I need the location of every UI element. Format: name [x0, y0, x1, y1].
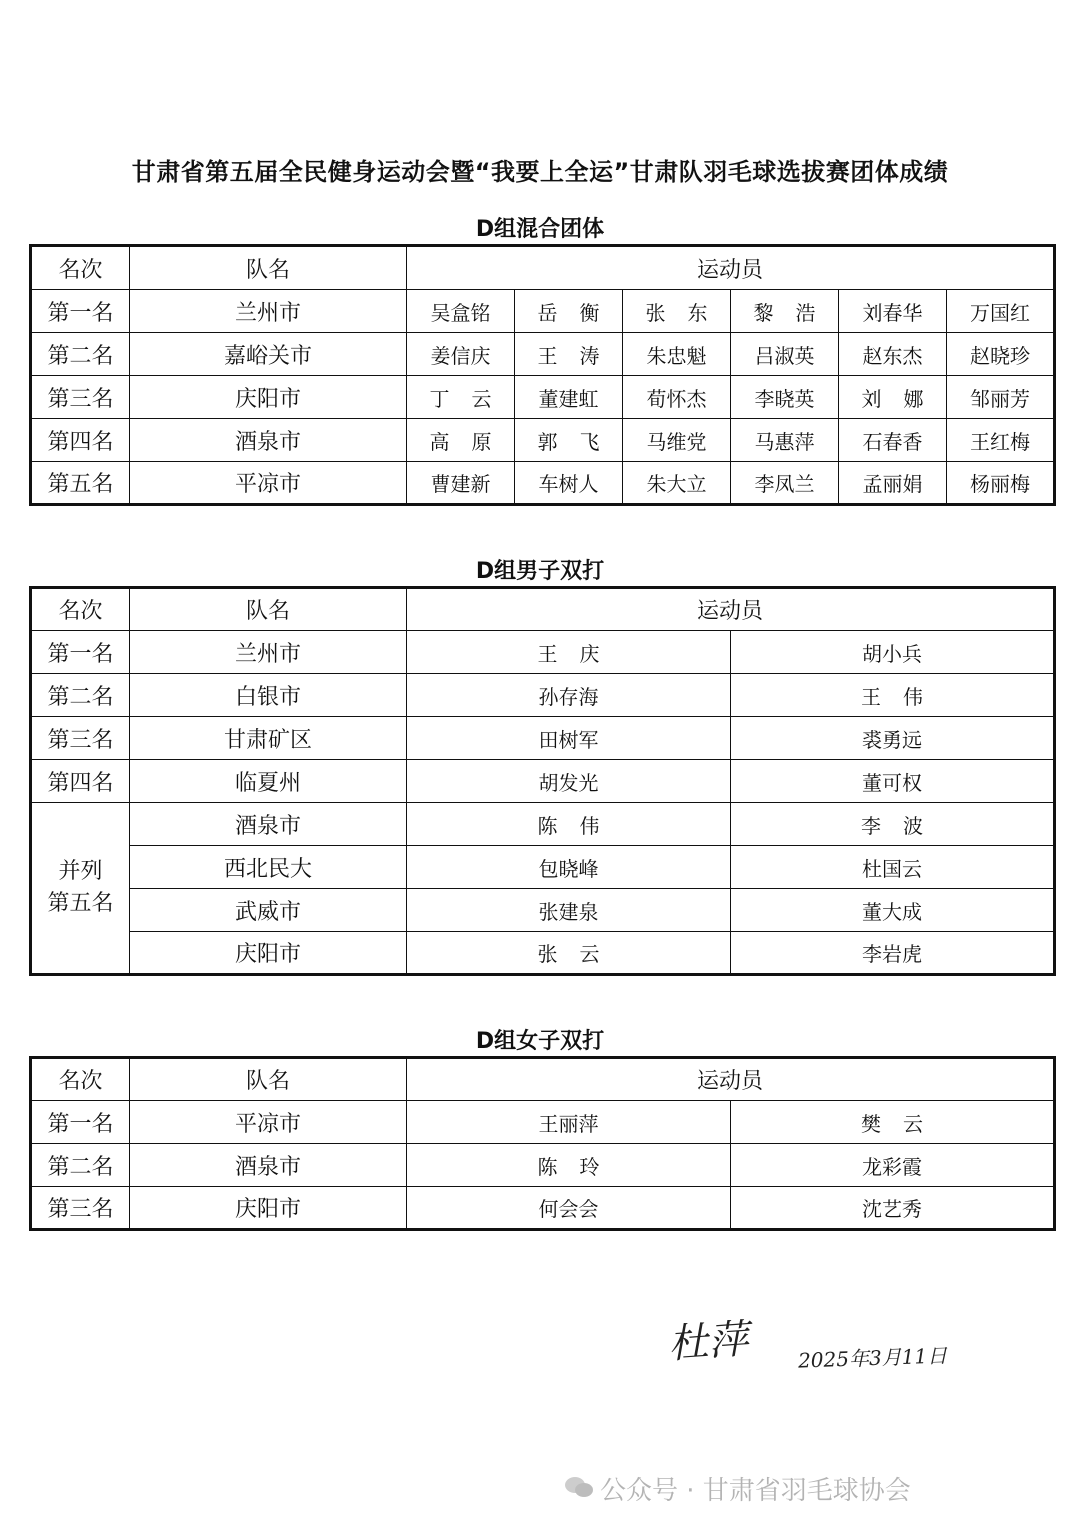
rank-cell: 第三名 [31, 376, 130, 419]
player-cell: 朱大立 [623, 462, 731, 505]
document-title: 甘肃省第五届全民健身运动会暨“我要上全运”甘肃队羽毛球选拔赛团体成绩 [131, 158, 949, 186]
team-cell: 酒泉市 [130, 803, 407, 846]
rank-cell: 第三名 [31, 717, 130, 760]
player-cell: 张东 [623, 290, 731, 333]
handwritten-signature: 杜萍 [666, 1316, 750, 1368]
table-header-row [31, 588, 1055, 631]
player-cell: 吴盒铭 [407, 290, 515, 333]
player-cell: 孙存海 [407, 674, 731, 717]
player-cell: 石春香 [839, 419, 947, 462]
rank-cell: 第一名 [31, 631, 130, 674]
player-cell: 邹丽芳 [947, 376, 1055, 419]
player-cell: 郭飞 [515, 419, 623, 462]
team-cell: 酒泉市 [130, 1144, 407, 1187]
table-row [31, 376, 1055, 419]
rank-cell: 第二名 [31, 1144, 130, 1187]
header-team: 队名 [130, 588, 407, 631]
table-row [31, 631, 1055, 674]
player-cell: 李波 [731, 803, 1055, 846]
player-cell: 吕淑英 [731, 333, 839, 376]
player-cell: 黎浩 [731, 290, 839, 333]
mens-doubles-section-title: D组男子双打 [475, 559, 605, 584]
player-cell: 马维党 [623, 419, 731, 462]
player-cell: 马惠萍 [731, 419, 839, 462]
player-cell: 樊云 [731, 1101, 1055, 1144]
player-cell: 龙彩霞 [731, 1144, 1055, 1187]
team-cell: 武威市 [130, 889, 407, 932]
womens-doubles-table [29, 1056, 1056, 1231]
player-cell: 王涛 [515, 333, 623, 376]
player-cell: 高原 [407, 419, 515, 462]
player-cell: 丁云 [407, 376, 515, 419]
team-cell: 临夏州 [130, 760, 407, 803]
team-cell: 平凉市 [130, 1101, 407, 1144]
team-cell: 嘉峪关市 [130, 333, 407, 376]
player-cell: 荀怀杰 [623, 376, 731, 419]
table-row [31, 1144, 1055, 1187]
rank-cell: 第一名 [31, 1101, 130, 1144]
table-row [31, 290, 1055, 333]
header-players: 运动员 [407, 1058, 1055, 1101]
header-players: 运动员 [407, 588, 1055, 631]
table-row [31, 760, 1055, 803]
table-header-row [31, 1058, 1055, 1101]
header-rank: 名次 [31, 1058, 130, 1101]
team-cell: 庆阳市 [130, 376, 407, 419]
player-cell: 李晓英 [731, 376, 839, 419]
player-cell: 王庆 [407, 631, 731, 674]
tied-rank-cell [31, 803, 130, 975]
tied-rank-line2: 第五名 [47, 891, 114, 916]
team-cell: 兰州市 [130, 290, 407, 333]
wechat-icon [564, 1475, 594, 1506]
team-cell: 酒泉市 [130, 419, 407, 462]
player-cell: 陈伟 [407, 803, 731, 846]
rank-cell: 第四名 [31, 419, 130, 462]
player-cell: 杨丽梅 [947, 462, 1055, 505]
rank-cell: 第二名 [31, 333, 130, 376]
player-cell: 朱忠魁 [623, 333, 731, 376]
player-cell: 李凤兰 [731, 462, 839, 505]
signature-date: 2025年3月11日 [797, 1343, 948, 1373]
table-row [31, 462, 1055, 505]
player-cell: 董大成 [731, 889, 1055, 932]
table-row [31, 932, 1055, 975]
player-cell: 包晓峰 [407, 846, 731, 889]
table-row [31, 1187, 1055, 1230]
mixed-team-table [29, 244, 1056, 506]
mens-doubles-table [29, 586, 1056, 976]
player-cell: 岳衡 [515, 290, 623, 333]
header-rank: 名次 [31, 588, 130, 631]
player-cell: 胡小兵 [731, 631, 1055, 674]
table-row [31, 1101, 1055, 1144]
player-cell: 陈玲 [407, 1144, 731, 1187]
player-cell: 王红梅 [947, 419, 1055, 462]
team-cell: 平凉市 [130, 462, 407, 505]
rank-cell: 第五名 [31, 462, 130, 505]
player-cell: 董建虹 [515, 376, 623, 419]
player-cell: 曹建新 [407, 462, 515, 505]
player-cell: 张云 [407, 932, 731, 975]
mixed-team-section-title: D组混合团体 [475, 217, 605, 242]
player-cell: 赵晓珍 [947, 333, 1055, 376]
player-cell: 胡发光 [407, 760, 731, 803]
rank-cell: 第二名 [31, 674, 130, 717]
player-cell: 董可权 [731, 760, 1055, 803]
player-cell: 孟丽娟 [839, 462, 947, 505]
header-players: 运动员 [407, 246, 1055, 290]
watermark [564, 1470, 911, 1507]
table-row [31, 674, 1055, 717]
player-cell: 刘娜 [839, 376, 947, 419]
player-cell: 赵东杰 [839, 333, 947, 376]
player-cell: 王伟 [731, 674, 1055, 717]
table-row [31, 803, 1055, 846]
header-team: 队名 [130, 1058, 407, 1101]
player-cell: 裘勇远 [731, 717, 1055, 760]
table-header-row [31, 246, 1055, 290]
header-rank: 名次 [31, 246, 130, 290]
team-cell: 白银市 [130, 674, 407, 717]
rank-cell: 第四名 [31, 760, 130, 803]
table-row [31, 889, 1055, 932]
player-cell: 张建泉 [407, 889, 731, 932]
player-cell: 田树军 [407, 717, 731, 760]
team-cell: 兰州市 [130, 631, 407, 674]
team-cell: 庆阳市 [130, 1187, 407, 1230]
player-cell: 万国红 [947, 290, 1055, 333]
player-cell: 何会会 [407, 1187, 731, 1230]
team-cell: 西北民大 [130, 846, 407, 889]
table-row [31, 846, 1055, 889]
player-cell: 李岩虎 [731, 932, 1055, 975]
player-cell: 刘春华 [839, 290, 947, 333]
table-row [31, 419, 1055, 462]
player-cell: 车树人 [515, 462, 623, 505]
tied-rank-line1: 并列 [58, 859, 103, 884]
player-cell: 沈艺秀 [731, 1187, 1055, 1230]
table-row [31, 333, 1055, 376]
player-cell: 杜国云 [731, 846, 1055, 889]
team-cell: 庆阳市 [130, 932, 407, 975]
table-row [31, 717, 1055, 760]
rank-cell: 第三名 [31, 1187, 130, 1230]
womens-doubles-section-title: D组女子双打 [475, 1029, 605, 1054]
player-cell: 姜信庆 [407, 333, 515, 376]
team-cell: 甘肃矿区 [130, 717, 407, 760]
header-team: 队名 [130, 246, 407, 290]
watermark-text: 公众号 · 甘肃省羽毛球协会 [600, 1476, 911, 1506]
player-cell: 王丽萍 [407, 1101, 731, 1144]
rank-cell: 第一名 [31, 290, 130, 333]
